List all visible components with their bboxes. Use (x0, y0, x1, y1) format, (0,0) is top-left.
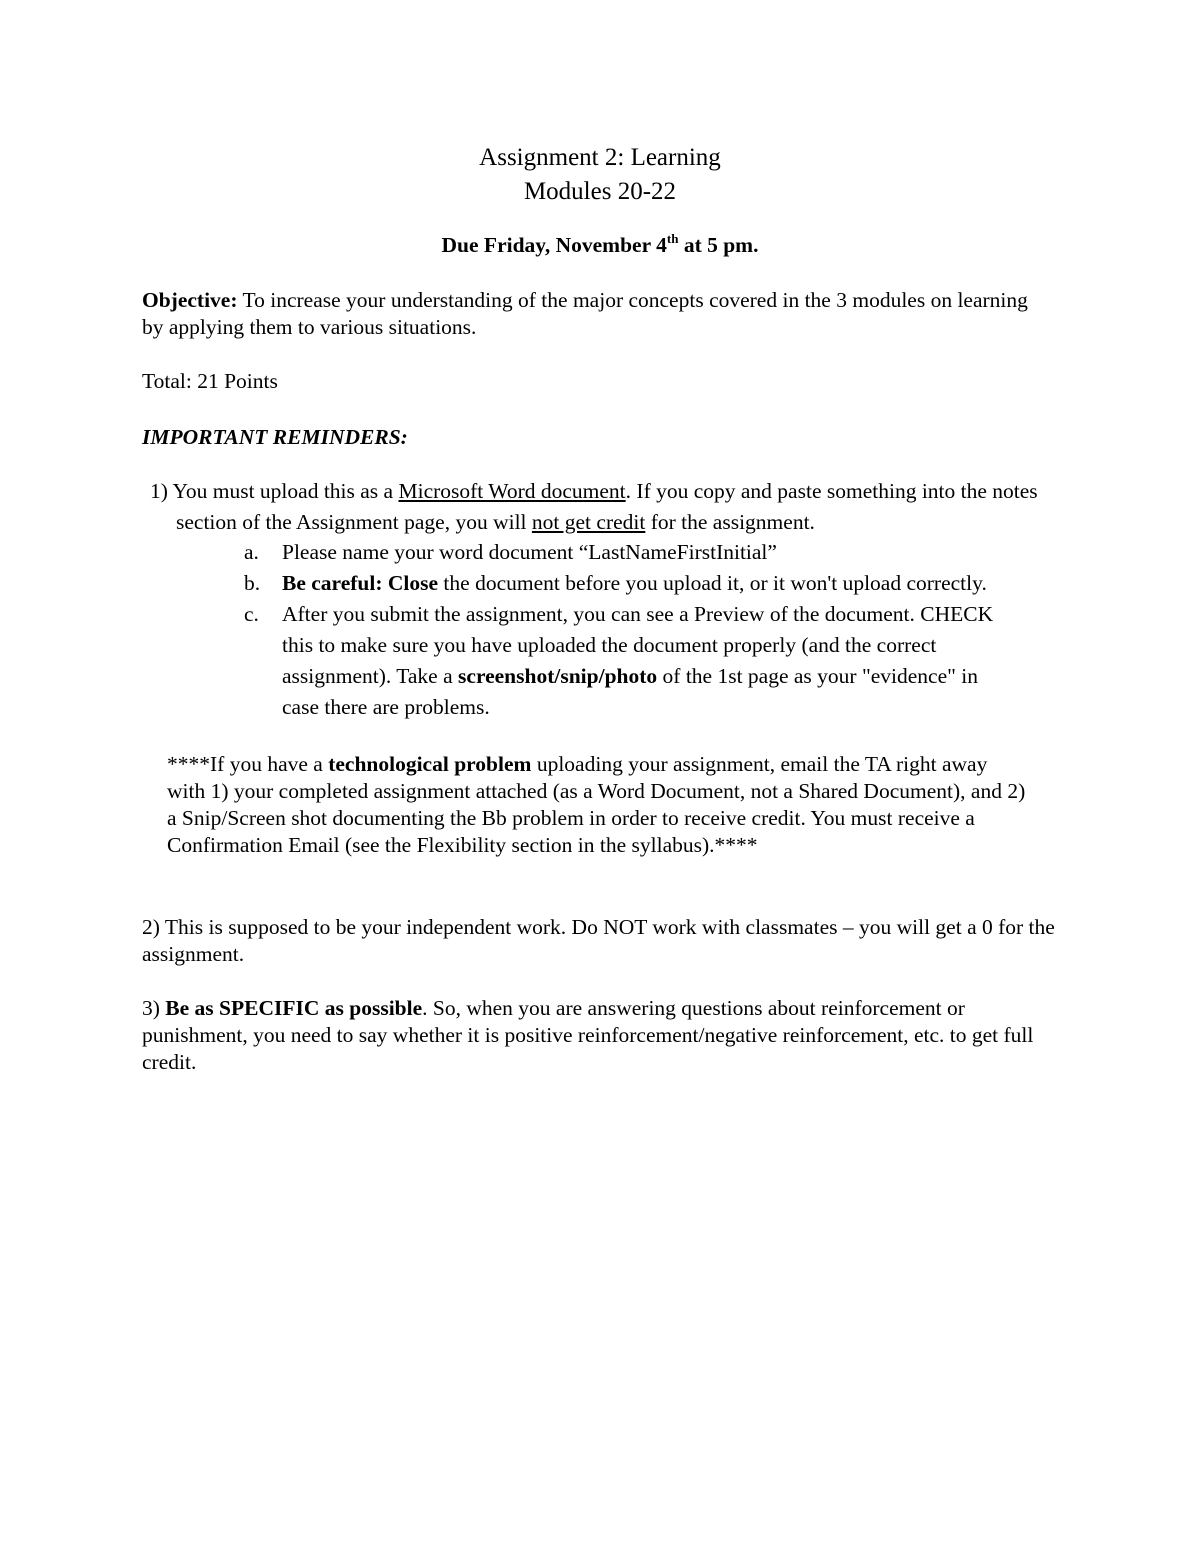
reminder-item-3: 3) Be as SPECIFIC as possible. So, when you are answering questions about reinforcement or punishment, you need to say whether it is positive reinforcement/negative reinforcement, etc. to get full credit. (142, 996, 1034, 1074)
reminders-heading: IMPORTANT REMINDERS: (142, 425, 408, 449)
objective-paragraph: Objective: To increase your understanding of the major concepts covered in the 3 modules on learning by applying them to various situations. (142, 288, 1028, 339)
document-page: Assignment 2: Learning Modules 20-22 Due Friday, November 4th at 5 pm. Objective: To increase your understanding of the major concepts covered in the 3 modules on learning by applying them to various situations. Total: 21 Points IMPORTANT REMINDERS: 1) You must upload this as a Microsoft Word document. If you copy and paste something into the notes section of the Assignment page, you will not get credit for the assignment. a. Please name your word document “LastNameFirstInitial” b. Be careful: Close the document before you upload it, or it won't upload correctly. c. After you submit the assignment, you can see a Preview of the document. CHECK this to make sure you have uploaded the document properly (and the correct assignment). Take a screenshot/snip/photo of the 1st page as your "evidence" in case there are problems. ****If you have a technological problem uploading your assignment, email the TA right away with 1) your completed assignment attached (as a Word Document, not a Shared Document), and 2) a Snip/Screen shot documenting the Bb problem in order to receive credit. You must receive a Confirmation Email (see the Flexibility section in the syllabus).**** 2) This is supposed to be your independent work. Do NOT work with classmates – you will get a 0 for the assignment. 3) Be as SPECIFIC as possible. So, when you are answering questions about reinforcement or punishment, you need to say whether it is positive reinforcement/negative reinforcement, etc. to get full credit. (0, 0, 1200, 1553)
word-document-link-text: Microsoft Word document (398, 479, 626, 503)
reminder-item-1: 1) You must upload this as a Microsoft Word document. If you copy and paste something into the notes section of the Assignment page, you will not get credit for the assignment. (150, 479, 1038, 534)
title-line-2: Modules 20-22 (523, 178, 677, 205)
title-line-1: Assignment 2: Learning (479, 144, 721, 171)
technical-problem-note: ****If you have a technological problem uploading your assignment, email the TA right away with 1) your completed assignment attached (as a Word Document, not a Shared Document), and 2) a Snip/Screen shot documenting the Bb problem in order to receive credit. You must receive a Confirmation Email (see the Flexibility section in the syllabus).**** (167, 752, 1026, 857)
reminder-item-2: 2) This is supposed to be your independent work. Do NOT work with classmates – you will get a 0 for the assignment. (142, 915, 1055, 966)
due-date: Due Friday, November 4th at 5 pm. (441, 231, 759, 257)
page-title (0, 141, 1200, 209)
objective-label: Objective: (142, 288, 238, 312)
total-points: Total: 21 Points (142, 369, 278, 393)
